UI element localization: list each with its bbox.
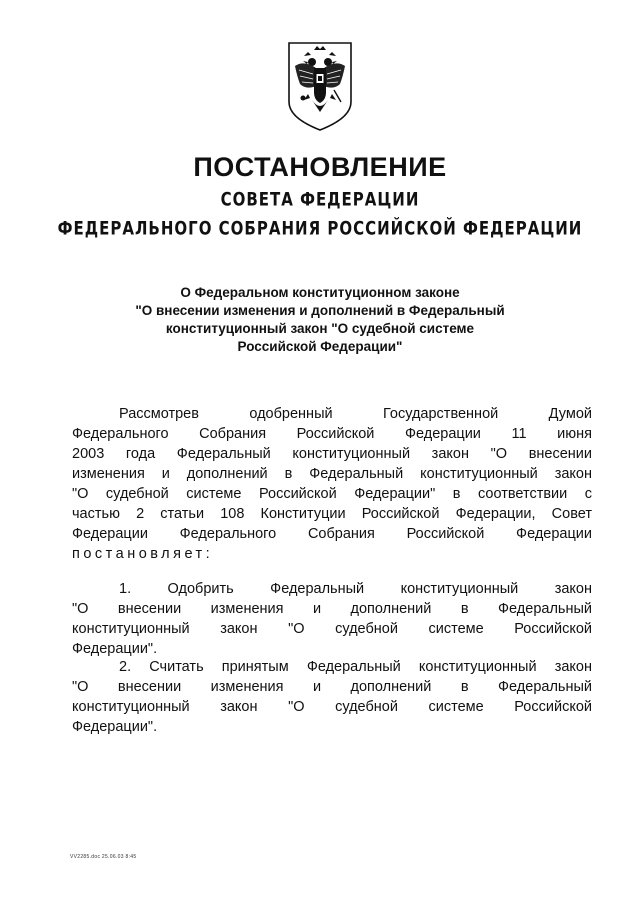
paragraph-line: конституционный закон "О судебной системе Российской: [72, 621, 592, 637]
resolution-word: постановляет:: [72, 546, 214, 562]
heading-line: О Федеральном конституционном законе: [180, 285, 460, 300]
russian-coat-of-arms-icon: [286, 40, 354, 132]
paragraph-line: Федерации".: [72, 719, 158, 735]
heading-line: "О внесении изменения и дополнений в Федеральный: [135, 303, 505, 318]
paragraph-line: Федерации".: [72, 641, 158, 657]
paragraph-line: 2003 года Федеральный конституционный закон "О внесении: [72, 446, 592, 462]
paragraph-line: "О внесении изменения и дополнений в Федеральный: [72, 679, 592, 695]
paragraph-line: 2. Считать принятым Федеральный конституционный закон: [119, 659, 592, 675]
paragraph-line: 1. Одобрить Федеральный конституционный закон: [119, 581, 592, 597]
paragraph-line: "О внесении изменения и дополнений в Федеральный: [72, 601, 592, 617]
paragraph-line: Федерации Федерального Собрания Российской Федерации: [72, 526, 592, 542]
paragraph-item-2: [72, 657, 592, 737]
document-subtitle-issuer: СОВЕТА ФЕДЕРАЦИИ: [220, 187, 420, 211]
paragraph-line: Федерального Собрания Российской Федерации 11 июня: [72, 426, 592, 442]
paragraph-item-1: [72, 579, 592, 659]
document-title: ПОСТАНОВЛЕНИЕ: [193, 152, 447, 182]
paragraph-preamble: [72, 404, 592, 564]
heading-line: Российской Федерации": [237, 339, 403, 354]
document-subtitle-body: ФЕДЕРАЛЬНОГО СОБРАНИЯ РОССИЙСКОЙ ФЕДЕРАЦИИ: [57, 216, 583, 240]
document-heading: [80, 284, 560, 356]
paragraph-line: изменения и дополнений в Федеральный конституционный закон: [72, 466, 592, 482]
paragraph-line: Рассмотрев одобренный Государственной Думой: [119, 406, 592, 422]
file-reference: VV2285.doc 25.06.03 8:45: [70, 854, 137, 860]
paragraph-line: конституционный закон "О судебной системе Российской: [72, 699, 592, 715]
heading-line: конституционный закон "О судебной системе: [165, 321, 475, 336]
paragraph-line: частью 2 статьи 108 Конституции Российской Федерации, Совет: [72, 506, 592, 522]
paragraph-line: "О судебной системе Российской Федерации" в соответствии с: [72, 486, 592, 502]
